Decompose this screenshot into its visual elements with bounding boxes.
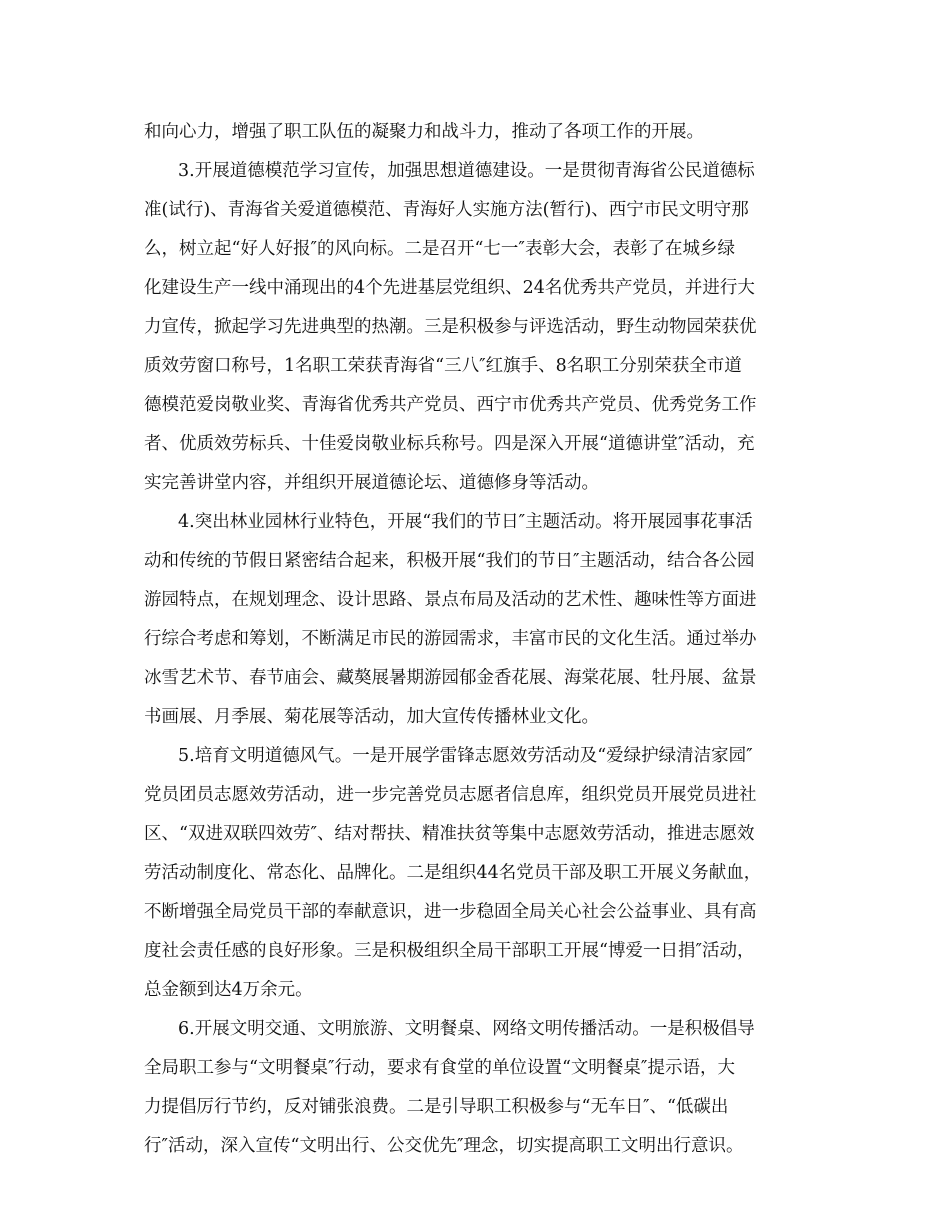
text-line-15: 冰雪艺术节、春节庙会、藏獒展暑期游园郁金香花展、海棠花展、牡丹展、盆景 — [144, 668, 757, 688]
text-line-9: 者、优质效劳标兵、十佳爱岗敬业标兵称号。四是深入开展“道德讲堂″活动，充 — [144, 434, 755, 454]
text-line-23: 总金额到达4万余元。 — [144, 980, 313, 1000]
text-line-22: 度社会责任感的良好形象。三是积极组织全局干部职工开展“博爱一日捐″活动， — [144, 941, 755, 961]
text-line-3: 准(试行)、青海省关爱道德模范、青海好人实施方法(暂行)、西宁市民文明守那 — [144, 200, 749, 220]
text-line-20: 劳活动制度化、常态化、品牌化。二是组织44名党员干部及职工开展义务献血， — [144, 863, 762, 883]
text-line-26: 力提倡厉行节约，反对铺张浪费。二是引导职工积极参与“无车日″、“低碳出 — [144, 1097, 729, 1117]
text-line-1: 和向心力，增强了职工队伍的凝聚力和战斗力，推动了各项工作的开展。 — [144, 122, 704, 142]
text-line-5: 化建设生产一线中涌现出的4个先进基层党组织、24名优秀共产党员，并进行大 — [144, 278, 755, 298]
text-line-27: 行″活动，深入宣传“文明出行、公交优先″理念，切实提高职工文明出行意识。 — [144, 1136, 744, 1156]
text-line-13: 游园特点，在规划理念、设计思路、景点布局及活动的艺术性、趣味性等方面进 — [144, 590, 757, 610]
paragraph-6-heading-line: 6.开展文明交通、文明旅游、文明餐桌、网络文明传播活动。一是积极倡导 — [178, 1019, 755, 1039]
text-line-6: 力宣传，掀起学习先进典型的热潮。三是积极参与评选活动，野生动物园荣获优 — [144, 317, 757, 337]
text-line-4: 么，树立起“好人好报″的风向标。二是召开“七一″表彰大会，表彰了在城乡绿 — [144, 239, 735, 259]
paragraph-5-heading-line: 5.培育文明道德风气。一是开展学雷锋志愿效劳活动及“爱绿护绿清洁家园″ — [178, 746, 753, 766]
text-line-8: 德模范爱岗敬业奖、青海省优秀共产党员、西宁市优秀共产党员、优秀党务工作 — [144, 395, 757, 415]
text-line-19: 区、“双进双联四效劳″、结对帮扶、精准扶贫等集中志愿效劳活动，推进志愿效 — [144, 824, 755, 844]
paragraph-4-heading-line: 4.突出林业园林行业特色，开展“我们的节日″主题活动。将开展园事花事活 — [178, 512, 753, 532]
text-line-14: 行综合考虑和筹划，不断满足市民的游园需求，丰富市民的文化生活。通过举办 — [144, 629, 757, 649]
text-line-7: 质效劳窗口称号，1名职工荣获青海省“三八″红旗手、8名职工分别荣获全市道 — [144, 356, 742, 376]
text-line-10: 实完善讲堂内容，并组织开展道德论坛、道德修身等活动。 — [144, 473, 599, 493]
text-line-12: 动和传统的节假日紧密结合起来，积极开展“我们的节日″主题活动，结合各公园 — [144, 551, 755, 571]
text-line-18: 党员团员志愿效劳活动，进一步完善党员志愿者信息库，组织党员开展党员进社 — [144, 785, 757, 805]
text-line-16: 书画展、月季展、菊花展等活动，加大宣传传播林业文化。 — [144, 707, 599, 727]
text-line-21: 不断增强全局党员干部的奉献意识，进一步稳固全局关心社会公益事业、具有高 — [144, 902, 757, 922]
text-line-25: 全局职工参与“文明餐桌″行动，要求有食堂的单位设置“文明餐桌″提示语，大 — [144, 1058, 735, 1078]
paragraph-3-heading-line: 3.开展道德模范学习宣传，加强思想道德建设。一是贯彻青海省公民道德标 — [178, 161, 755, 181]
